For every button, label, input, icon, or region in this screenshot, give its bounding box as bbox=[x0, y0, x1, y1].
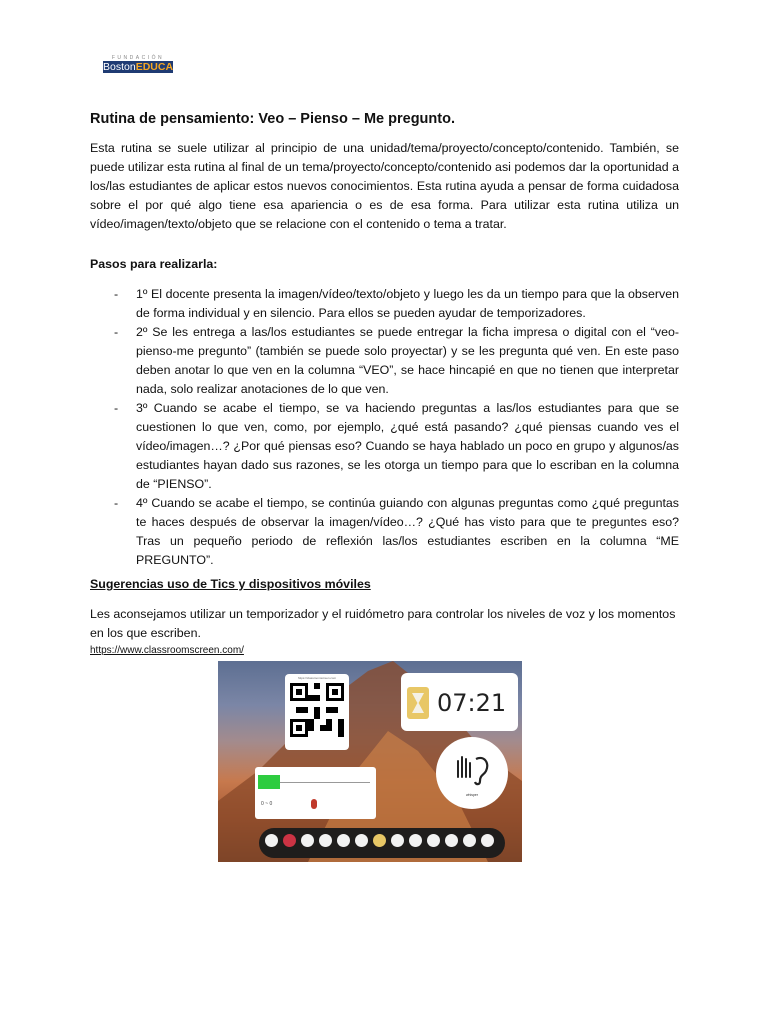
dock-tool-icon[interactable] bbox=[319, 834, 332, 847]
dock-tool-icon[interactable] bbox=[265, 834, 278, 847]
step-item-4 bbox=[90, 494, 679, 570]
qr-code-icon bbox=[290, 683, 344, 737]
dock-tool-icon[interactable] bbox=[301, 834, 314, 847]
dock-tool-icon[interactable] bbox=[283, 834, 296, 847]
logo-boston: Boston bbox=[103, 61, 136, 73]
dock-tool-icon[interactable] bbox=[463, 834, 476, 847]
document-title: Rutina de pensamiento: Veo – Pienso – Me pregunto. bbox=[90, 111, 455, 127]
bullet-dash: - bbox=[114, 401, 119, 415]
steps-list bbox=[90, 285, 679, 570]
dock-tool-icon[interactable] bbox=[427, 834, 440, 847]
work-symbol-widget[interactable] bbox=[436, 737, 508, 809]
tool-dock bbox=[259, 828, 505, 858]
classroomscreen-screenshot bbox=[218, 661, 522, 862]
noise-scale-label: 0 ~ 0 bbox=[261, 801, 273, 807]
qr-url: https://classroomscreen.com bbox=[297, 676, 337, 680]
logo-box bbox=[103, 61, 173, 73]
step-item-1 bbox=[90, 285, 679, 323]
microphone-icon[interactable] bbox=[311, 799, 317, 809]
step-item-2 bbox=[90, 323, 679, 399]
step-text: 3º Cuando se acabe el tiempo, se va haciendo preguntas a las/los estudiantes para que se cuestionen lo que ven, como, por ejemplo, ¿qué está pasando? ¿qué piensas cuando ves el vídeo/imagen…? ¿Por qué piensas eso? Cuando se haya hablado un poco en grupo y algunos/as estudiantes hayan dado sus razones, se les otorga un tiempo para que lo escriban en la columna de “PIENSO”. bbox=[136, 401, 679, 491]
step-text: 1º El docente presenta la imagen/vídeo/texto/objeto y luego les da un tiempo para que la observen de forma individual y en silencio. Para ellos se pueden ayudar de temporizadores. bbox=[136, 287, 679, 320]
timer-widget[interactable] bbox=[401, 673, 518, 731]
steps-heading: Pasos para realizarla: bbox=[90, 257, 218, 271]
bullet-dash: - bbox=[114, 287, 119, 301]
ear-label: whisper bbox=[465, 793, 479, 797]
bullet-dash: - bbox=[114, 325, 119, 339]
step-text: 2º Se les entrega a las/los estudiantes se puede entregar la ficha impresa o digital con el “veo-pienso-me pregunto” (también se puede solo proyectar) y se les pregunta qué ven. En este paso deben anotar lo que ven en la columna “VEO”, se hace hincapié en que no tienen que interpretar nada, solo realizar anotaciones de lo que ven. bbox=[136, 325, 679, 396]
dock-tool-icon[interactable] bbox=[445, 834, 458, 847]
dock-tool-icon[interactable] bbox=[391, 834, 404, 847]
dock-tool-icon[interactable] bbox=[337, 834, 350, 847]
fundacion-boston-educa-logo bbox=[103, 55, 173, 73]
hourglass-icon bbox=[407, 687, 429, 719]
classroomscreen-link[interactable]: https://www.classroomscreen.com/ bbox=[90, 645, 244, 656]
noise-level-bar bbox=[258, 775, 280, 789]
dock-tool-icon[interactable] bbox=[355, 834, 368, 847]
dock-tool-icon[interactable] bbox=[373, 834, 386, 847]
logo-educa: EDUCA bbox=[135, 61, 174, 73]
step-item-3 bbox=[90, 399, 679, 494]
dock-tool-icon[interactable] bbox=[409, 834, 422, 847]
step-text: 4º Cuando se acabe el tiempo, se continúa guiando con algunas preguntas como ¿qué preguntas te haces después de observar la imagen/vídeo…? ¿Qué has visto para que te preguntes eso? Tras un pequeño periodo de reflexión las/los estudiantes escriben en la columna “ME PREGUNTO”. bbox=[136, 496, 679, 567]
ear-hand-icon bbox=[450, 747, 494, 791]
noise-meter-widget[interactable] bbox=[255, 767, 376, 819]
tics-paragraph: Les aconsejamos utilizar un temporizador y el ruidómetro para controlar los niveles de voz y los momentos en los que escriben. bbox=[90, 607, 676, 640]
qr-code-widget[interactable] bbox=[285, 674, 349, 750]
dock-tool-icon[interactable] bbox=[481, 834, 494, 847]
logo-fundacion-text: FUNDACIÓN bbox=[111, 55, 165, 61]
timer-display: 07:21 bbox=[437, 689, 507, 717]
intro-paragraph: Esta rutina se suele utilizar al principio de una unidad/tema/proyecto/concepto/contenido. También, se puede utilizar esta rutina al final de un tema/proyecto/concepto/contenido asi podemos dar la oportunidad a los/las estudiantes de aplicar estos nuevos conocimientos. Esta rutina ayuda a pensar de forma cuidadosa sobre el por qué algo tiene esa apariencia o es de esa forma. Para utilizar esta rutina utiliza un vídeo/imagen/texto/objeto que se relacione con el contenido o tema a tratar. bbox=[90, 141, 679, 231]
tics-heading: Sugerencias uso de Tics y dispositivos móviles bbox=[90, 577, 371, 591]
bullet-dash: - bbox=[114, 496, 119, 510]
